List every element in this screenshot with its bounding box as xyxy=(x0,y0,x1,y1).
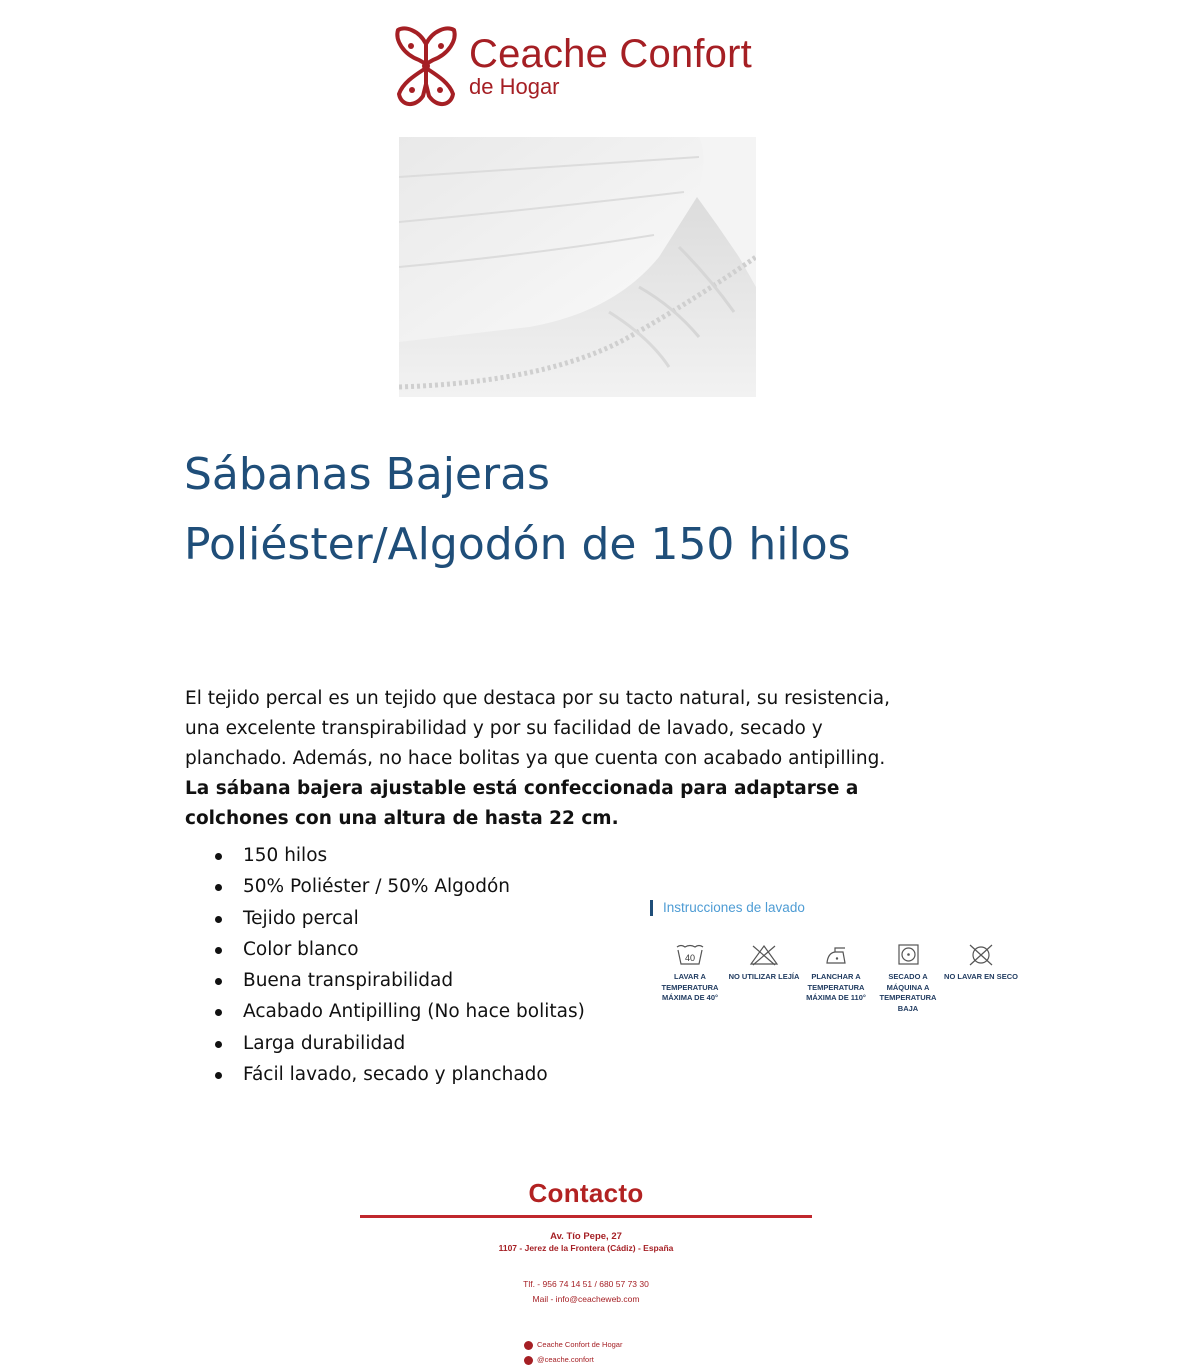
wash-item xyxy=(870,944,946,1014)
washing-title: Instrucciones de lavado xyxy=(650,900,805,916)
wash-40-icon xyxy=(675,944,705,966)
wash-item xyxy=(798,944,874,1004)
brand-name: Ceache Confort xyxy=(469,32,752,76)
feature-list xyxy=(212,840,585,1090)
list-item: Tejido percal xyxy=(212,903,585,934)
description-text: El tejido percal es un tejido que destaca por su tacto natural, su resistencia, una excelente transpirabilidad y por su facilidad de lavado, secado y planchado. Además, no hace bolitas ya que cuenta con acabado antipilling. xyxy=(185,688,891,769)
contact-email[interactable]: Mail - info@ceacheweb.com xyxy=(532,1294,640,1304)
contact-title: Contacto xyxy=(528,1178,644,1208)
list-item: 50% Poliéster / 50% Algodón xyxy=(212,871,585,902)
instagram-icon xyxy=(524,1356,533,1365)
wash-label: LAVAR A TEMPERATURA MÁXIMA DE 40° xyxy=(661,972,719,1002)
list-item: 150 hilos xyxy=(212,840,585,871)
wash-item xyxy=(652,944,728,1004)
no-dry-clean-icon xyxy=(966,944,996,966)
product-description xyxy=(185,684,915,834)
svg-text:40: 40 xyxy=(684,953,696,963)
list-item: Larga durabilidad xyxy=(212,1028,585,1059)
wash-label: NO LAVAR EN SECO xyxy=(944,972,1018,981)
instagram-label: @ceache.confort xyxy=(537,1355,594,1364)
wash-label: NO UTILIZAR LEJÍA xyxy=(728,972,800,981)
list-item: Color blanco xyxy=(212,934,585,965)
product-image xyxy=(399,137,756,397)
facebook-link[interactable] xyxy=(524,1339,622,1351)
no-bleach-icon xyxy=(749,944,779,966)
iron-icon xyxy=(821,944,851,966)
instagram-link[interactable] xyxy=(524,1354,594,1366)
contact-city: 1107 - Jerez de la Frontera (Cádiz) - España xyxy=(498,1243,674,1253)
list-item: Buena transpirabilidad xyxy=(212,965,585,996)
brand-subtitle: de Hogar xyxy=(469,74,560,99)
tumble-dry-icon xyxy=(893,944,923,966)
list-item: Fácil lavado, secado y planchado xyxy=(212,1059,585,1090)
list-item: Acabado Antipilling (No hace bolitas) xyxy=(212,996,585,1027)
facebook-icon xyxy=(524,1341,533,1350)
wash-label: PLANCHAR A TEMPERATURA MÁXIMA DE 110° xyxy=(806,972,866,1002)
wash-item xyxy=(726,944,802,983)
contact-divider xyxy=(360,1215,812,1218)
facebook-label: Ceache Confort de Hogar xyxy=(537,1340,623,1349)
wash-label: SECADO A MÁQUINA A TEMPERATURA BAJA xyxy=(879,972,937,1013)
contact-phone[interactable]: Tlf. - 956 74 14 51 / 680 57 73 30 xyxy=(523,1279,649,1289)
wash-item xyxy=(943,944,1019,983)
description-bold-text: La sábana bajera ajustable está confeccionada para adaptarse a colchones con una altura de hasta 22 cm. xyxy=(185,778,859,829)
washing-instructions xyxy=(650,898,1030,1028)
contact-address: Av. Tío Pepe, 27 xyxy=(550,1231,622,1242)
butterfly-logo-icon xyxy=(393,24,459,110)
product-title: Sábanas Bajeras Poliéster/Algodón de 150 hilos xyxy=(184,449,851,570)
brand-logo xyxy=(393,24,773,114)
